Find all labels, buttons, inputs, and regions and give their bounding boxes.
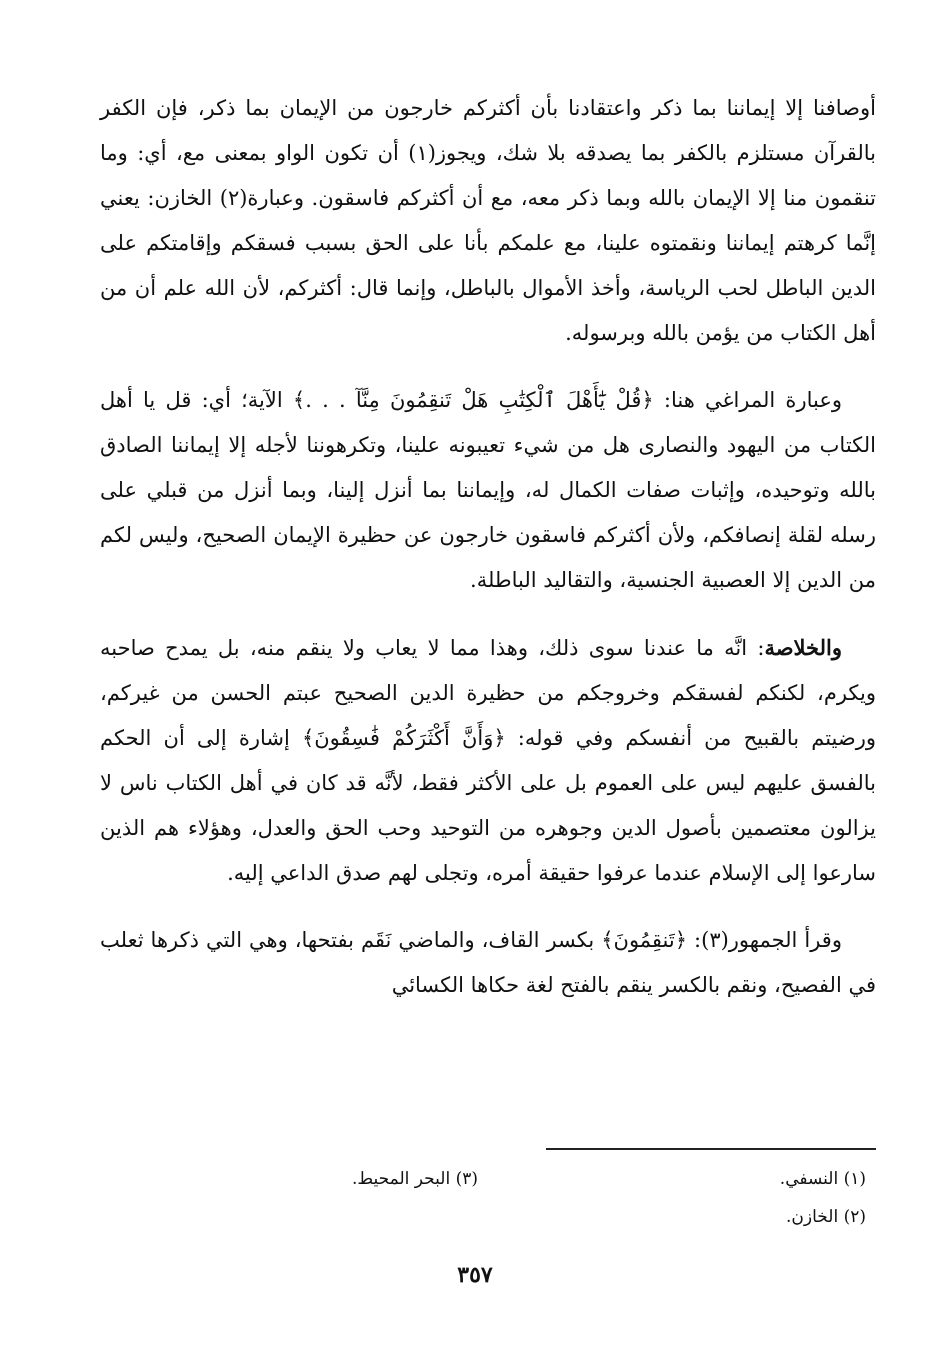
footnote-1: (١) النسفي. <box>779 1169 866 1189</box>
footnote-3: (٣) البحر المحيط. <box>352 1169 478 1189</box>
footnote-row-1 <box>100 1160 876 1198</box>
page-body <box>100 86 876 1030</box>
footnotes <box>100 1160 876 1236</box>
footnote-divider <box>546 1148 876 1150</box>
footnote-2: (٢) الخازن. <box>786 1207 866 1227</box>
summary-lead: والخلاصة <box>764 635 842 660</box>
paragraph-2: وعبارة المراغي هنا: ﴿قُلْ يَٰٓأَهْلَ ٱلْكِتَٰبِ هَلْ تَنقِمُونَ مِنَّآ . . .﴾ الآية؛ أي: قل يا أهل الكتاب من اليهود والنصارى هل من شيء تعيبونه علينا، وتكرهوننا لأجله إلا إيماننا الصادق بالله وتوحيده، وإثبات صفات الكمال له، وإيماننا بما أنزل إلينا، وبما أنزل من قبلي على رسله لقلة إنصافكم، ولأن أكثركم فاسقون خارجون عن حظيرة الإيمان الصحيح، وليس لكم من الدين إلا العصبية الجنسية، والتقاليد الباطلة. <box>100 388 876 592</box>
footnote-row-2 <box>100 1198 876 1236</box>
paragraph-1: أوصافنا إلا إيماننا بما ذكر واعتقادنا بأن أكثركم خارجون من الإيمان بما ذكر، فإن الكفر بالقرآن مستلزم بالكفر بما يصدقه بلا شك، ويجوز(١) أن تكون الواو بمعنى مع، أي: وما تنقمون منا إلا الإيمان بالله وبما ذكر معه، مع أن أكثركم فاسقون. وعبارة(٢) الخازن: يعني إنَّما كرهتم إيماننا ونقمتوه علينا، مع علمكم بأنا على الحق بسبب فسقكم وإقامتكم على الدين الباطل لحب الرياسة، وأخذ الأموال بالباطل، وإنما قال: أكثركم، لأن الله علم أن من أهل الكتاب من يؤمن بالله وبرسوله. <box>100 96 877 345</box>
paragraph-3 <box>100 625 876 896</box>
page-number: ٣٥٧ <box>457 1262 493 1288</box>
summary-text: : انَّه ما عندنا سوى ذلك، وهذا مما لا يعاب ولا ينقم منه، بل يمدح صاحبه ويكرم، لكنكم لفسقكم وخروجكم من حظيرة الدين الصحيح عبتم الحسن من غيركم، ورضيتم بالقبيح من أنفسكم وفي قوله: ﴿وَأَنَّ أَكْثَرَكُمْ فَٰسِقُونَ﴾ إشارة إلى أن الحكم بالفسق عليهم ليس على العموم بل على الأكثر فقط، لأنَّه قد كان في أهل الكتاب ناس لا يزالون معتصمين بأصول الدين وجوهره من التوحيد وحب الحق والعدل، وهؤلاء هم الذين سارعوا إلى الإسلام عندما عرفوا حقيقة أمره، وتجلى لهم صدق الداعي إليه. <box>100 636 876 885</box>
paragraph-4: وقرأ الجمهور(٣): ﴿تَنقِمُونَ﴾ بكسر القاف، والماضي نَقَم بفتحها، وهي التي ذكرها ثعلب في الفصيح، ونقم بالكسر ينقم بالفتح لغة حكاها الكسائي <box>100 928 876 997</box>
